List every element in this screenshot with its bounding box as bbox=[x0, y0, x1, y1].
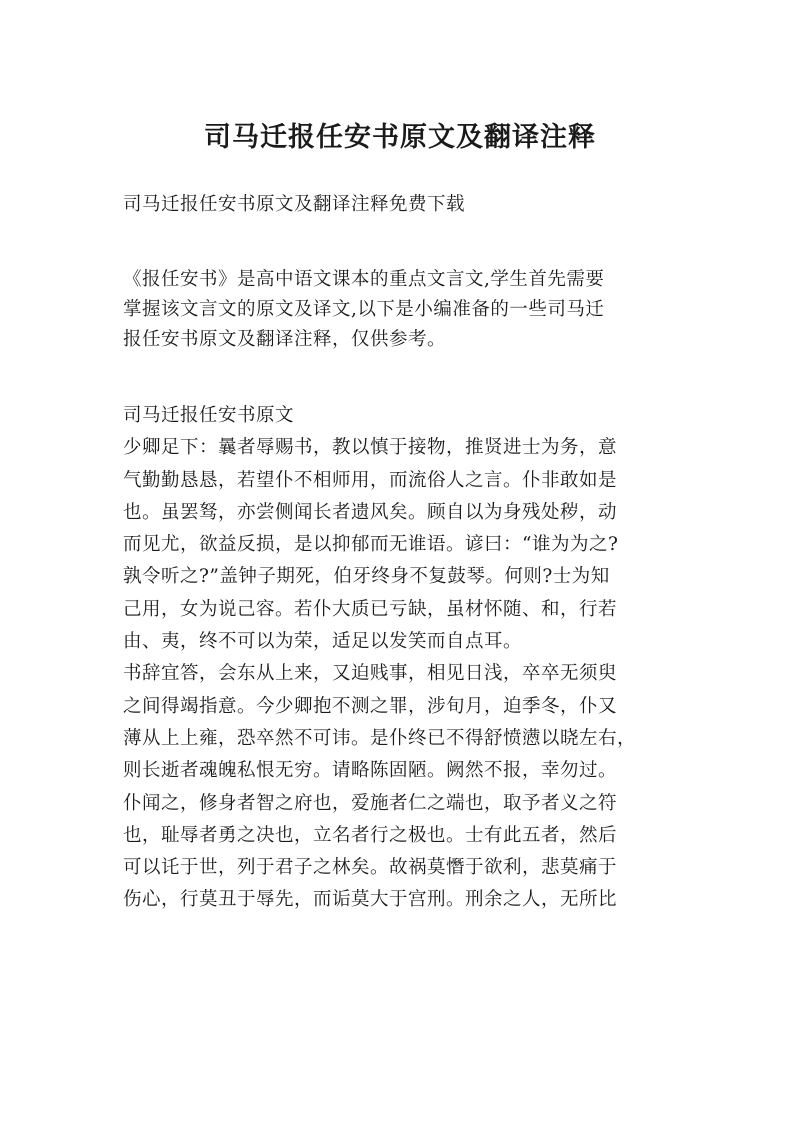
document-content bbox=[123, 190, 693, 917]
section-heading: 司马迁报任安书原文 bbox=[123, 405, 295, 426]
original-text-section bbox=[123, 400, 693, 917]
document-subtitle: 司马迁报任安书原文及翻译注释免费下载 bbox=[123, 194, 466, 215]
intro-paragraph bbox=[123, 265, 693, 355]
body-line: 伤心，行莫丑于辱先，而诟莫大于宫刑。刑余之人，无所比 bbox=[123, 889, 618, 911]
intro-line: 《报任安书》是高中语文课本的重点文言文,学生首先需要 bbox=[123, 269, 605, 290]
body-line: 书辞宜答，会东从上来，又迫贱事，相见日浅，卒卒无须臾 bbox=[123, 663, 618, 685]
body-line: 也，耻辱者勇之决也，立名者行之极也。士有此五者，然后 bbox=[123, 824, 618, 846]
body-line: 孰令听之?”盖钟子期死，伯牙终身不复鼓琴。何则?士为知 bbox=[123, 566, 610, 588]
intro-line: 掌握该文言文的原文及译文,以下是小编准备的一些司马迁 bbox=[123, 299, 605, 320]
body-line: 而见尤，欲益反损，是以抑郁而无谁语。谚曰：“谁为为之? bbox=[123, 534, 619, 556]
body-line: 可以讬于世，列于君子之林矣。故祸莫憯于欲利，悲莫痛于 bbox=[123, 857, 618, 879]
spacer bbox=[123, 355, 693, 400]
body-line: 仆闻之，修身者智之府也，爱施者仁之端也，取予者义之符 bbox=[123, 792, 618, 814]
intro-line: 报任安书原文及翻译注释，仅供参考。 bbox=[123, 329, 447, 350]
body-line: 薄从上上雍，恐卒然不可讳。是仆终已不得舒愤懑以晓左右， bbox=[123, 727, 637, 749]
body-line: 也。虽罢驽，亦尝侧闻长者遗风矣。顾自以为身残处秽，动 bbox=[123, 501, 618, 523]
body-line: 己用，女为说己容。若仆大质已亏缺，虽材怀随、和，行若 bbox=[123, 598, 618, 620]
spacer bbox=[123, 220, 693, 265]
body-line: 则长逝者魂魄私恨无穷。请略陈固陋。阙然不报，幸勿过。 bbox=[123, 760, 618, 782]
document-title: 司马迁报任安书原文及翻译注释 bbox=[204, 122, 596, 154]
body-line: 气勤勤恳恳，若望仆不相师用，而流俗人之言。仆非敢如是 bbox=[123, 469, 618, 491]
body-line: 少卿足下：曩者辱赐书，教以慎于接物，推贤进士为务，意 bbox=[123, 437, 618, 459]
body-line: 由、夷，终不可以为荣，适足以发笑而自点耳。 bbox=[123, 631, 523, 653]
body-line: 之间得竭指意。今少卿抱不测之罪，涉旬月，迫季冬，仆又 bbox=[123, 695, 618, 717]
